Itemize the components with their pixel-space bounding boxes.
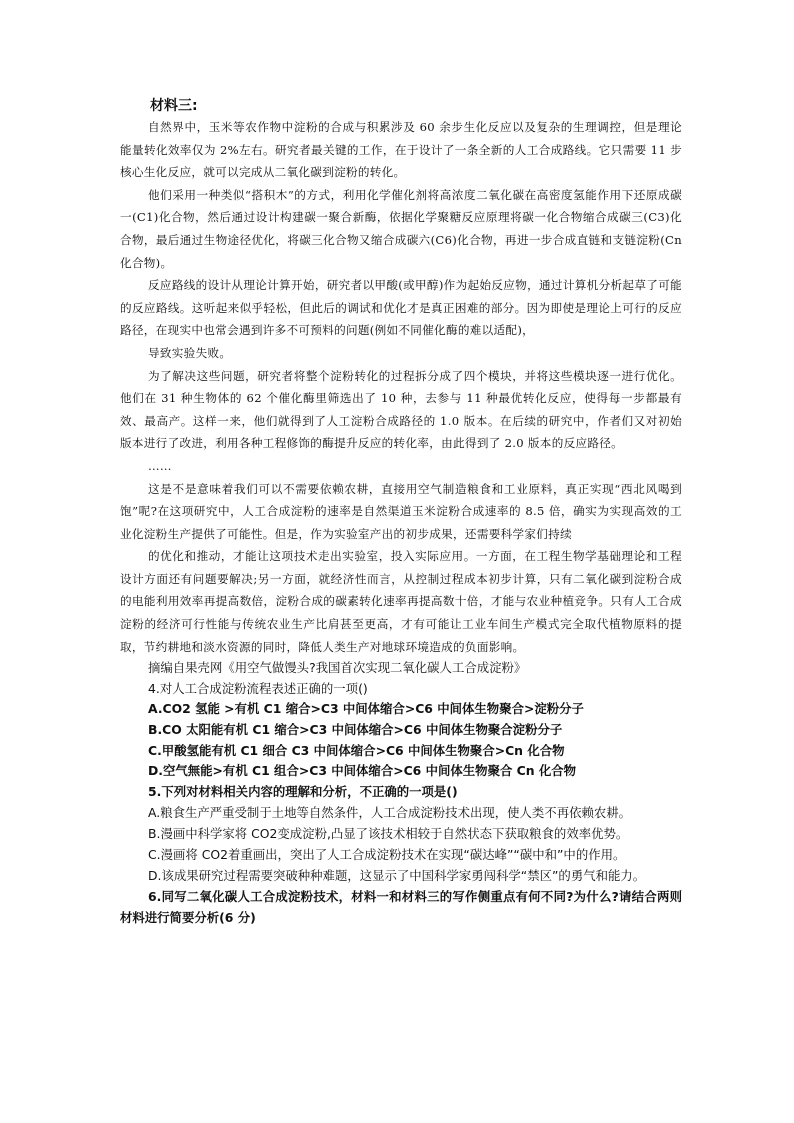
document-page (120, 96, 682, 928)
question-6-stem: 6.同写二氧化碳人工合成淀粉技术，材料一和材料三的写作侧重点有何不同?为什么?请结合两则材料进行简要分析(6 分) (120, 889, 682, 926)
question-5-option-c: C.漫画将 CO2着重画出，突出了人工合成淀粉技术在实现“碳达峰”“碳中和”中的作用。 (148, 847, 626, 863)
question-4-option-d: D.空气無能>有机 C1 组合>C3 中间体缩合>C6 中间体生物聚合 Cn 化合物 (148, 763, 577, 779)
source-line: 摘编自果壳网《用空气做馒头?我国首次实现二氧化碳人工合成淀粉》 (148, 660, 527, 676)
question-5-option-a: A.粮食生产严重受制于土地等自然条件，人工合成淀粉技术出现，使人类不再依赖农耕。 (148, 805, 632, 821)
question-4-option-a: A.CO2 氢能 >有机 C1 缩合>C3 中间体缩合>C6 中间体生物聚合>淀粉分子 (148, 701, 584, 717)
question-5-option-d: D.该成果研究过程需要突破种种难题，这显示了中国科学家勇闯科学“禁区”的勇气和能力。 (148, 868, 646, 884)
paragraph-4: 导致实验失败。 (148, 345, 232, 360)
paragraph-5: 为了解决这些问题，研究者将整个淀粉转化的过程拆分成了四个模块，并将这些模块逐一进行优化。他们在 31 种生物体的 62 个催化酶里筛选出了 10 种，去参与 11 种最优转化反应，使得每一步都最有效、最高产。这样一来，他们就得到了人工淀粉合成路径的 1.0 版本。在后续的研究中，作者们又对初始版本进行了改进，利用各种工程修饰的酶提升反应的转化率，由此得到了 2.0 版本的反应路径。 (120, 368, 682, 451)
ellipsis-line: …… (148, 458, 172, 473)
material-heading: 材料三: (150, 98, 198, 114)
question-4-stem: 4.对人工合成淀粉流程表述正确的一项() (148, 680, 368, 696)
paragraph-1: 自然界中，玉米等农作物中淀粉的合成与积累涉及 60 余步生化反应以及复杂的生理调控，但是理论能量转化效率仅为 2%左右。研究者最关键的工作，在于设计了一条全新的人工合成路线。它只需要 11 步核心生化反应，就可以完成从二氧化碳到淀粉的转化。 (120, 120, 682, 180)
question-5-stem: 5.下列对材料相关内容的理解和分析，不正确的一项是() (148, 783, 458, 799)
paragraph-7: 的优化和推动，才能让这项技术走出实验室，投入实际应用。一方面，在工程生物学基础理论和工程设计方面还有问题要解决;另一方面，就经济性而言，从控制过程成本初步计算，只有二氧化碳到淀粉合成的电能利用效率再提高数倍，淀粉合成的碳素转化速率再提高数十倍，才能与农业种植竞争。只有人工合成淀粉的经济可行性能与传统农业生产比肩甚至更高，才有可能让工业车间生产模式完全取代植物原料的提取，节约耕地和淡水资源的同时，降低人类生产对地球环境造成的负面影响。 (120, 549, 682, 654)
paragraph-6: 这是不是意味着我们可以不需要依赖农耕，直接用空气制造粮食和工业原料，真正实现“西北风喝到饱”呢?在这项研究中，人工合成淀粉的速率是自然渠道玉米淀粉合成速率的 8.5 倍，确实为实现高效的工业化淀粉生产提供了可能性。但是，作为实验室产出的初步成果，还需要科学家们持续 (120, 481, 682, 541)
paragraph-2: 他们采用一种类似“搭积木”的方式，利用化学催化剂将高浓度二氧化碳在高密度氢能作用下还原成碳一(C1)化合物，然后通过设计构建碳一聚合新酶，依据化学聚糖反应原理将碳一化合物缩合成碳三(C3)化合物，最后通过生物途径优化，将碳三化合物又缩合成碳六(C6)化合物，再进一步合成直链和支链淀粉(Cn 化合物)。 (120, 187, 682, 270)
question-4-option-b: B.CO 太阳能有机 C1 缩合>C3 中间体缩合>C6 中间体生物聚合淀粉分子 (148, 722, 563, 738)
question-5-option-b: B.漫画中科学家将 CO2变成淀粉,凸显了该技术相较于自然状态下获取粮食的效率优势。 (148, 826, 629, 842)
question-4-option-c: C.甲酸氢能有机 C1 细合 C3 中间体缩合>C6 中间体生物聚合>Cn 化合物 (148, 742, 565, 758)
paragraph-3: 反应路线的设计从理论计算开始，研究者以甲酸(或甲醇)作为起始反应物，通过计算机分析起草了可能的反应路线。这听起来似乎轻松，但此后的调试和优化才是真正困难的部分。因为即使是理论上可行的反应路径，在现实中也常会遇到许多不可预料的问题(例如不同催化酶的难以适配)， (120, 278, 682, 338)
